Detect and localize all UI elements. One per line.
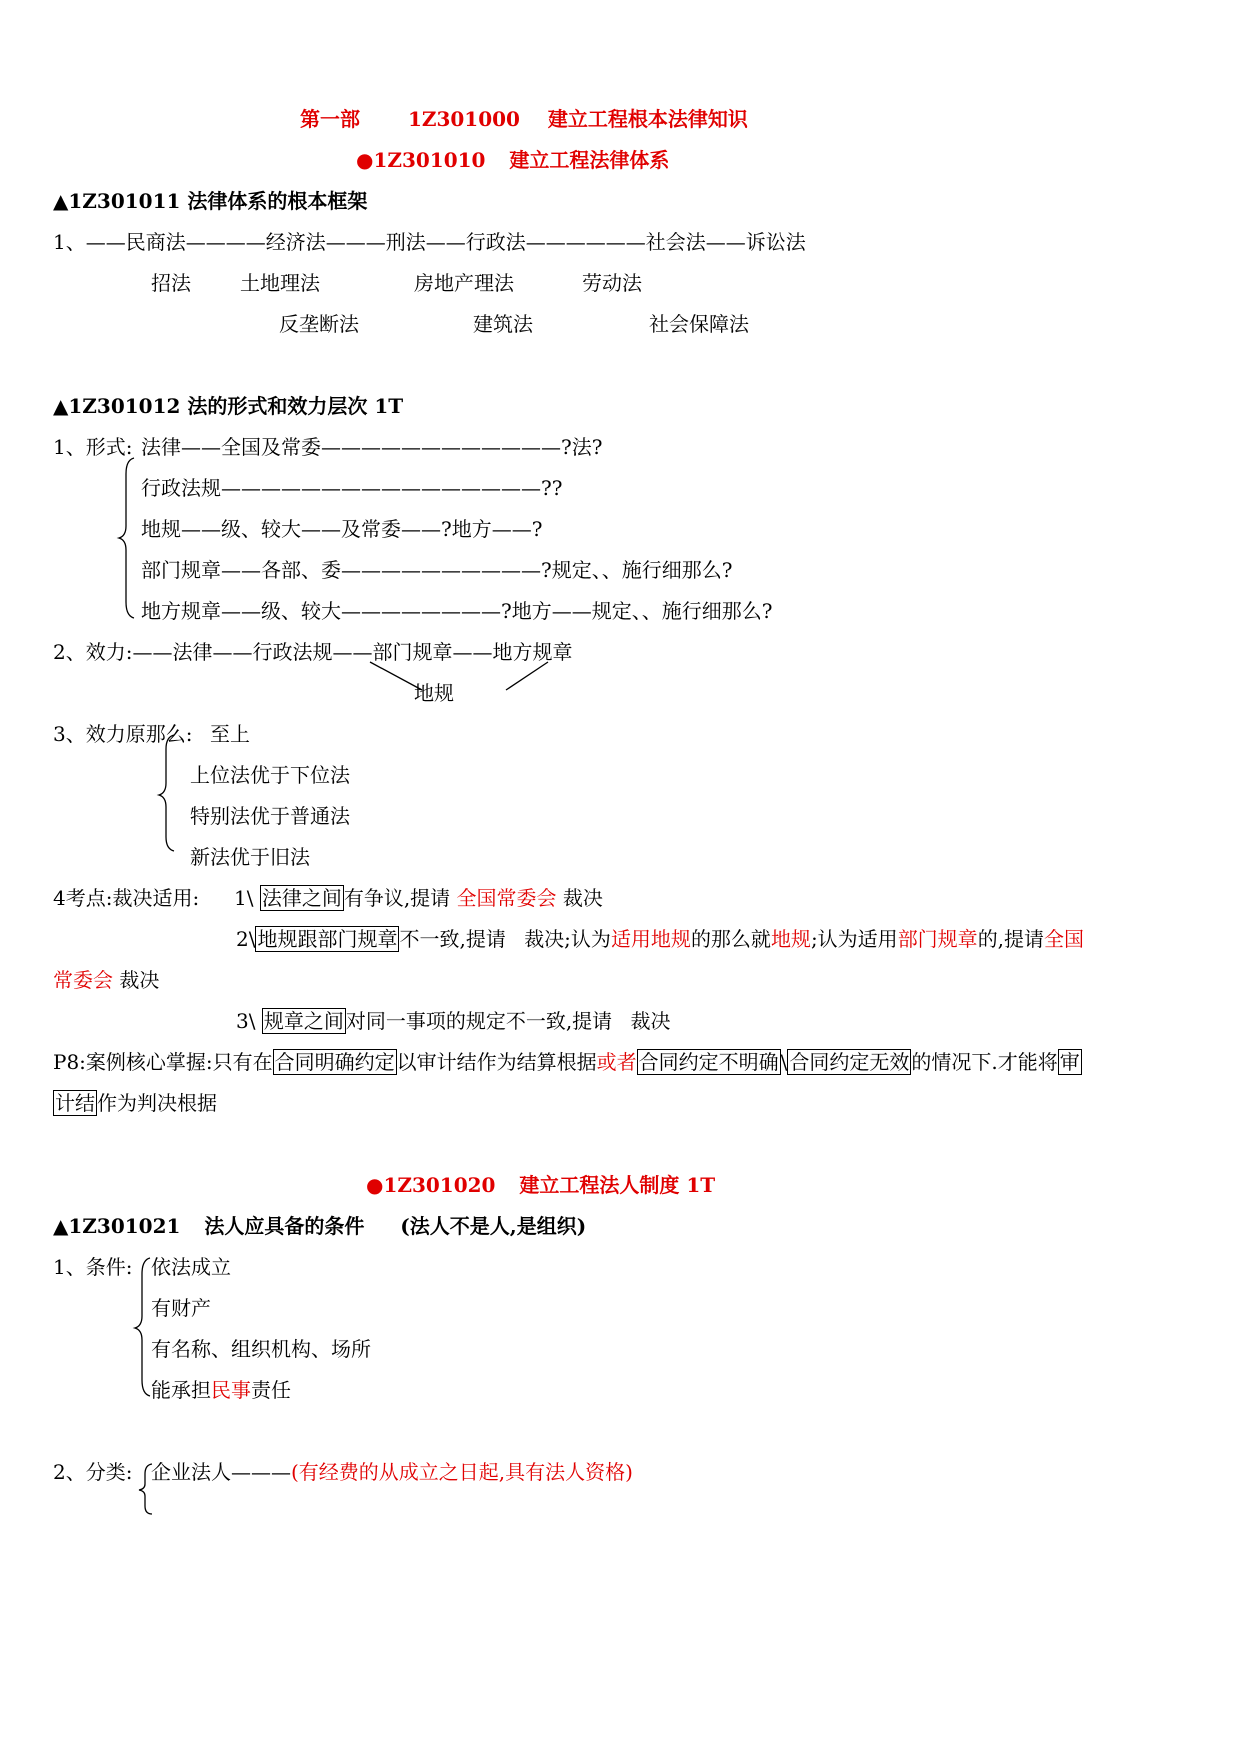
section-heading-2 xyxy=(366,1173,715,1197)
condition-item: 依法成立 xyxy=(151,1255,231,1279)
topic-text: 法人应具备的条件 xyxy=(204,1214,365,1238)
p8-text: 的情况下.才能将 xyxy=(911,1050,1058,1074)
title-text: 建立工程根本法律知识 xyxy=(547,107,748,131)
triangle-icon: ▲ xyxy=(53,1214,69,1238)
section-heading-1 xyxy=(356,148,669,172)
principle-item: 至上 xyxy=(210,722,250,746)
p8-text: 作为判决根据 xyxy=(97,1091,217,1115)
topic-text: 法律体系的根本框架 xyxy=(187,189,368,213)
p8-text: \ xyxy=(780,1050,788,1074)
kp-number: 1\ xyxy=(234,886,254,910)
form-item: 地方规章——级、较大————————?地方——规定、、施行细那么? xyxy=(141,599,773,623)
topic-heading-3 xyxy=(53,1214,586,1238)
class-red: (有经费的从成立之日起,具有法人资格) xyxy=(291,1460,633,1484)
principle-item: 新法优于旧法 xyxy=(190,845,310,869)
brace-icon xyxy=(156,733,180,853)
law-item: 房地产理法 xyxy=(414,271,514,295)
law-system-line: 1、——民商法————经济法———刑法——行政法——————社会法——诉讼法 xyxy=(53,230,806,254)
form-item: 部门规章——各部、委——————————?规定、、施行细那么? xyxy=(141,558,733,582)
p8-text: P8:案例核心掌握:只有在 xyxy=(53,1050,273,1074)
class-text: 企业法人——— xyxy=(151,1460,291,1484)
triangle-icon: ▲ xyxy=(53,189,69,213)
brace-icon xyxy=(116,456,140,620)
topic-code: 1Z301012 xyxy=(68,394,181,418)
kp-number: 2\ xyxy=(236,927,256,951)
kp-text: 裁决 xyxy=(119,968,160,992)
p8-red: 或者 xyxy=(596,1050,637,1074)
topic-code: 1Z301011 xyxy=(68,189,181,213)
keypoint-3 xyxy=(236,1009,671,1033)
section-code: 1Z301020 xyxy=(383,1173,496,1197)
cond-text: 责任 xyxy=(251,1378,291,1402)
topic-note: (法人不是人,是组织) xyxy=(400,1214,587,1238)
condition-item xyxy=(151,1378,291,1402)
boxed-term: 审 xyxy=(1059,1050,1080,1074)
boxed-term: 合同约定不明确 xyxy=(638,1050,779,1074)
branch-lines xyxy=(360,660,560,700)
kp-red: 全国 xyxy=(1044,927,1085,951)
kp-red: 适用地规 xyxy=(610,927,691,951)
triangle-icon: ▲ xyxy=(53,394,69,418)
form-item: 行政法规————————————————?? xyxy=(141,476,563,500)
p8-line-1 xyxy=(53,1050,1082,1074)
kp-text: 的,提请 xyxy=(977,927,1045,951)
law-item: 招法 xyxy=(151,271,191,295)
topic-heading-1 xyxy=(53,189,367,213)
bullet-icon: ● xyxy=(366,1173,384,1197)
topic-text: 法的形式和效力层次 xyxy=(187,394,368,418)
class-label: 2、分类: xyxy=(53,1460,133,1484)
principle-item: 特别法优于普通法 xyxy=(190,804,350,828)
section-code: 1Z301010 xyxy=(373,148,486,172)
kp-text: ;认为适用 xyxy=(810,927,898,951)
p8-text: 以审计结作为结算根据 xyxy=(396,1050,597,1074)
principle-label: 3、效力原那么: xyxy=(53,722,193,746)
boxed-term: 计结 xyxy=(55,1091,95,1115)
form-item: 地规——级、较大——及常委——?地方——? xyxy=(141,517,543,541)
keypoint-1 xyxy=(234,886,603,910)
law-item: 反垄断法 xyxy=(279,312,359,336)
law-item: 劳动法 xyxy=(582,271,642,295)
topic-heading-2 xyxy=(53,394,403,418)
condition-label: 1、条件: xyxy=(53,1255,133,1279)
keypoint-label: 4考点:裁决适用: xyxy=(53,886,200,910)
kp-text: 裁决 xyxy=(562,886,603,910)
form-item: 法律——全国及常委————————————?法? xyxy=(141,435,603,459)
topic-tag: 1T xyxy=(374,394,404,418)
class-item xyxy=(151,1460,633,1484)
law-item: 建筑法 xyxy=(473,312,533,336)
principle-item: 上位法优于下位法 xyxy=(190,763,350,787)
kp-text: 对同一事项的规定不一致,提请 xyxy=(345,1009,613,1033)
p8-line-2 xyxy=(53,1091,217,1115)
boxed-term: 地规跟部门规章 xyxy=(257,927,398,951)
kp-red: 部门规章 xyxy=(897,927,978,951)
topic-code: 1Z301021 xyxy=(68,1214,181,1238)
document-title xyxy=(300,107,748,131)
boxed-term: 规章之间 xyxy=(263,1009,344,1033)
condition-item: 有财产 xyxy=(151,1296,211,1320)
section-text: 建立工程法人制度 xyxy=(519,1173,680,1197)
keypoint-2-cont xyxy=(53,968,159,992)
kp-text: 裁决 xyxy=(630,1009,671,1033)
boxed-term: 合同约定无效 xyxy=(789,1050,910,1074)
section-text: 建立工程法律体系 xyxy=(509,148,670,172)
kp-text: 不一致,提请 xyxy=(399,927,506,951)
kp-red: 常委会 xyxy=(53,968,113,992)
effect-sub: 地规 xyxy=(414,681,454,705)
effect-line: 2、效力:——法律——行政法规——部门规章——地方规章 xyxy=(53,640,573,664)
law-item: 土地理法 xyxy=(240,271,320,295)
boxed-term: 法律之间 xyxy=(261,886,342,910)
kp-text: 的那么就 xyxy=(690,927,771,951)
law-item: 社会保障法 xyxy=(649,312,749,336)
kp-red: 全国常委会 xyxy=(456,886,557,910)
kp-number: 3\ xyxy=(236,1009,256,1033)
bullet-icon: ● xyxy=(356,148,374,172)
keypoint-2 xyxy=(236,927,1084,951)
cond-text: 能承担 xyxy=(151,1378,211,1402)
part-label: 第一部 xyxy=(300,107,360,131)
title-code: 1Z301000 xyxy=(407,107,520,131)
kp-text: 裁决;认为 xyxy=(524,927,611,951)
kp-text: 有争议,提请 xyxy=(343,886,451,910)
cond-red: 民事 xyxy=(211,1378,251,1402)
kp-red: 地规 xyxy=(770,927,811,951)
section-tag: 1T xyxy=(686,1173,716,1197)
forms-label: 1、形式: xyxy=(53,435,133,459)
condition-item: 有名称、组织机构、场所 xyxy=(151,1337,371,1361)
boxed-term: 合同明确约定 xyxy=(274,1050,395,1074)
